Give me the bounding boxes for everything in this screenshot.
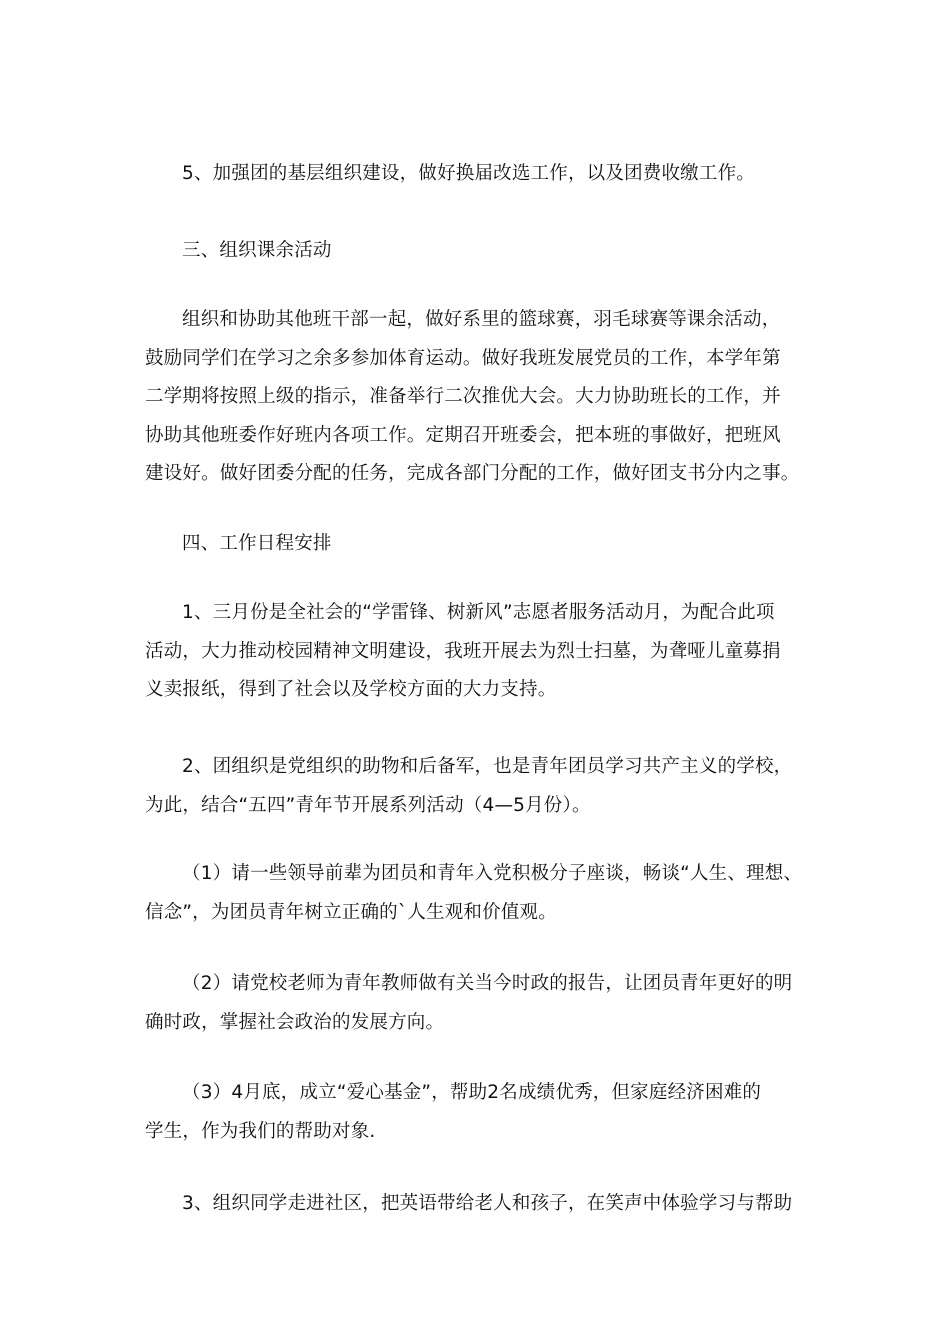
schedule-item-2	[145, 748, 825, 825]
section-body-activities	[145, 301, 825, 494]
text-line: （3）4月底，成立“爱心基金”，帮助2名成绩优秀，但家庭经济困难的	[182, 1082, 762, 1103]
text-line: 活动，大力推动校园精神文明建设，我班开展去为烈士扫墓，为聋哑儿童募捐	[145, 640, 781, 662]
text-line: 信念”，为团员青年树立正确的`人生观和价值观。	[145, 901, 557, 923]
schedule-item-2-3	[145, 1074, 825, 1151]
text-line: 2、团组织是党组织的助物和后备军，也是青年团员学习共产主义的学校，	[182, 756, 793, 777]
text-line: 建设好。做好团委分配的任务，完成各部门分配的工作，做好团支书分内之事。	[145, 463, 800, 484]
section-heading-activities	[145, 232, 825, 271]
heading-text: 四、工作日程安排	[182, 533, 332, 554]
schedule-item-2-1	[145, 855, 825, 932]
section-heading-schedule	[145, 525, 825, 564]
text-line: 学生，作为我们的帮助对象.	[145, 1120, 376, 1142]
text-line: 为此，结合“五四”青年节开展系列活动（4—5月份）。	[145, 794, 591, 816]
text-line: 确时政，掌握社会政治的发展方向。	[145, 1011, 445, 1033]
text-line: （1）请一些领导前辈为团员和青年入党积极分子座谈，畅谈“人生、理想、	[182, 863, 803, 884]
heading-text: 三、组织课余活动	[182, 240, 332, 261]
text-line: 二学期将按照上级的指示，准备举行二次推优大会。大力协助班长的工作，并	[145, 386, 781, 407]
list-item-5	[145, 155, 825, 194]
schedule-item-1	[145, 594, 825, 710]
text-line: 协助其他班委作好班内各项工作。定期召开班委会，把本班的事做好，把班风	[145, 424, 781, 446]
text-line: 1、三月份是全社会的“学雷锋、树新风”志愿者服务活动月，为配合此项	[182, 602, 775, 623]
text-line: 5、加强团的基层组织建设，做好换届改选工作，以及团费收缴工作。	[182, 163, 755, 184]
schedule-item-3	[145, 1185, 825, 1224]
text-line: 鼓励同学们在学习之余多参加体育运动。做好我班发展党员的工作，本学年第	[145, 347, 781, 369]
text-line: 组织和协助其他班干部一起，做好系里的篮球赛，羽毛球赛等课余活动，	[182, 309, 781, 330]
schedule-item-2-2	[145, 965, 825, 1042]
text-line: 义卖报纸，得到了社会以及学校方面的大力支持。	[145, 679, 557, 700]
text-line: （2）请党校老师为青年教师做有关当今时政的报告，让团员青年更好的明	[182, 973, 793, 994]
text-line: 3、组织同学走进社区，把英语带给老人和孩子，在笑声中体验学习与帮助	[182, 1193, 793, 1214]
